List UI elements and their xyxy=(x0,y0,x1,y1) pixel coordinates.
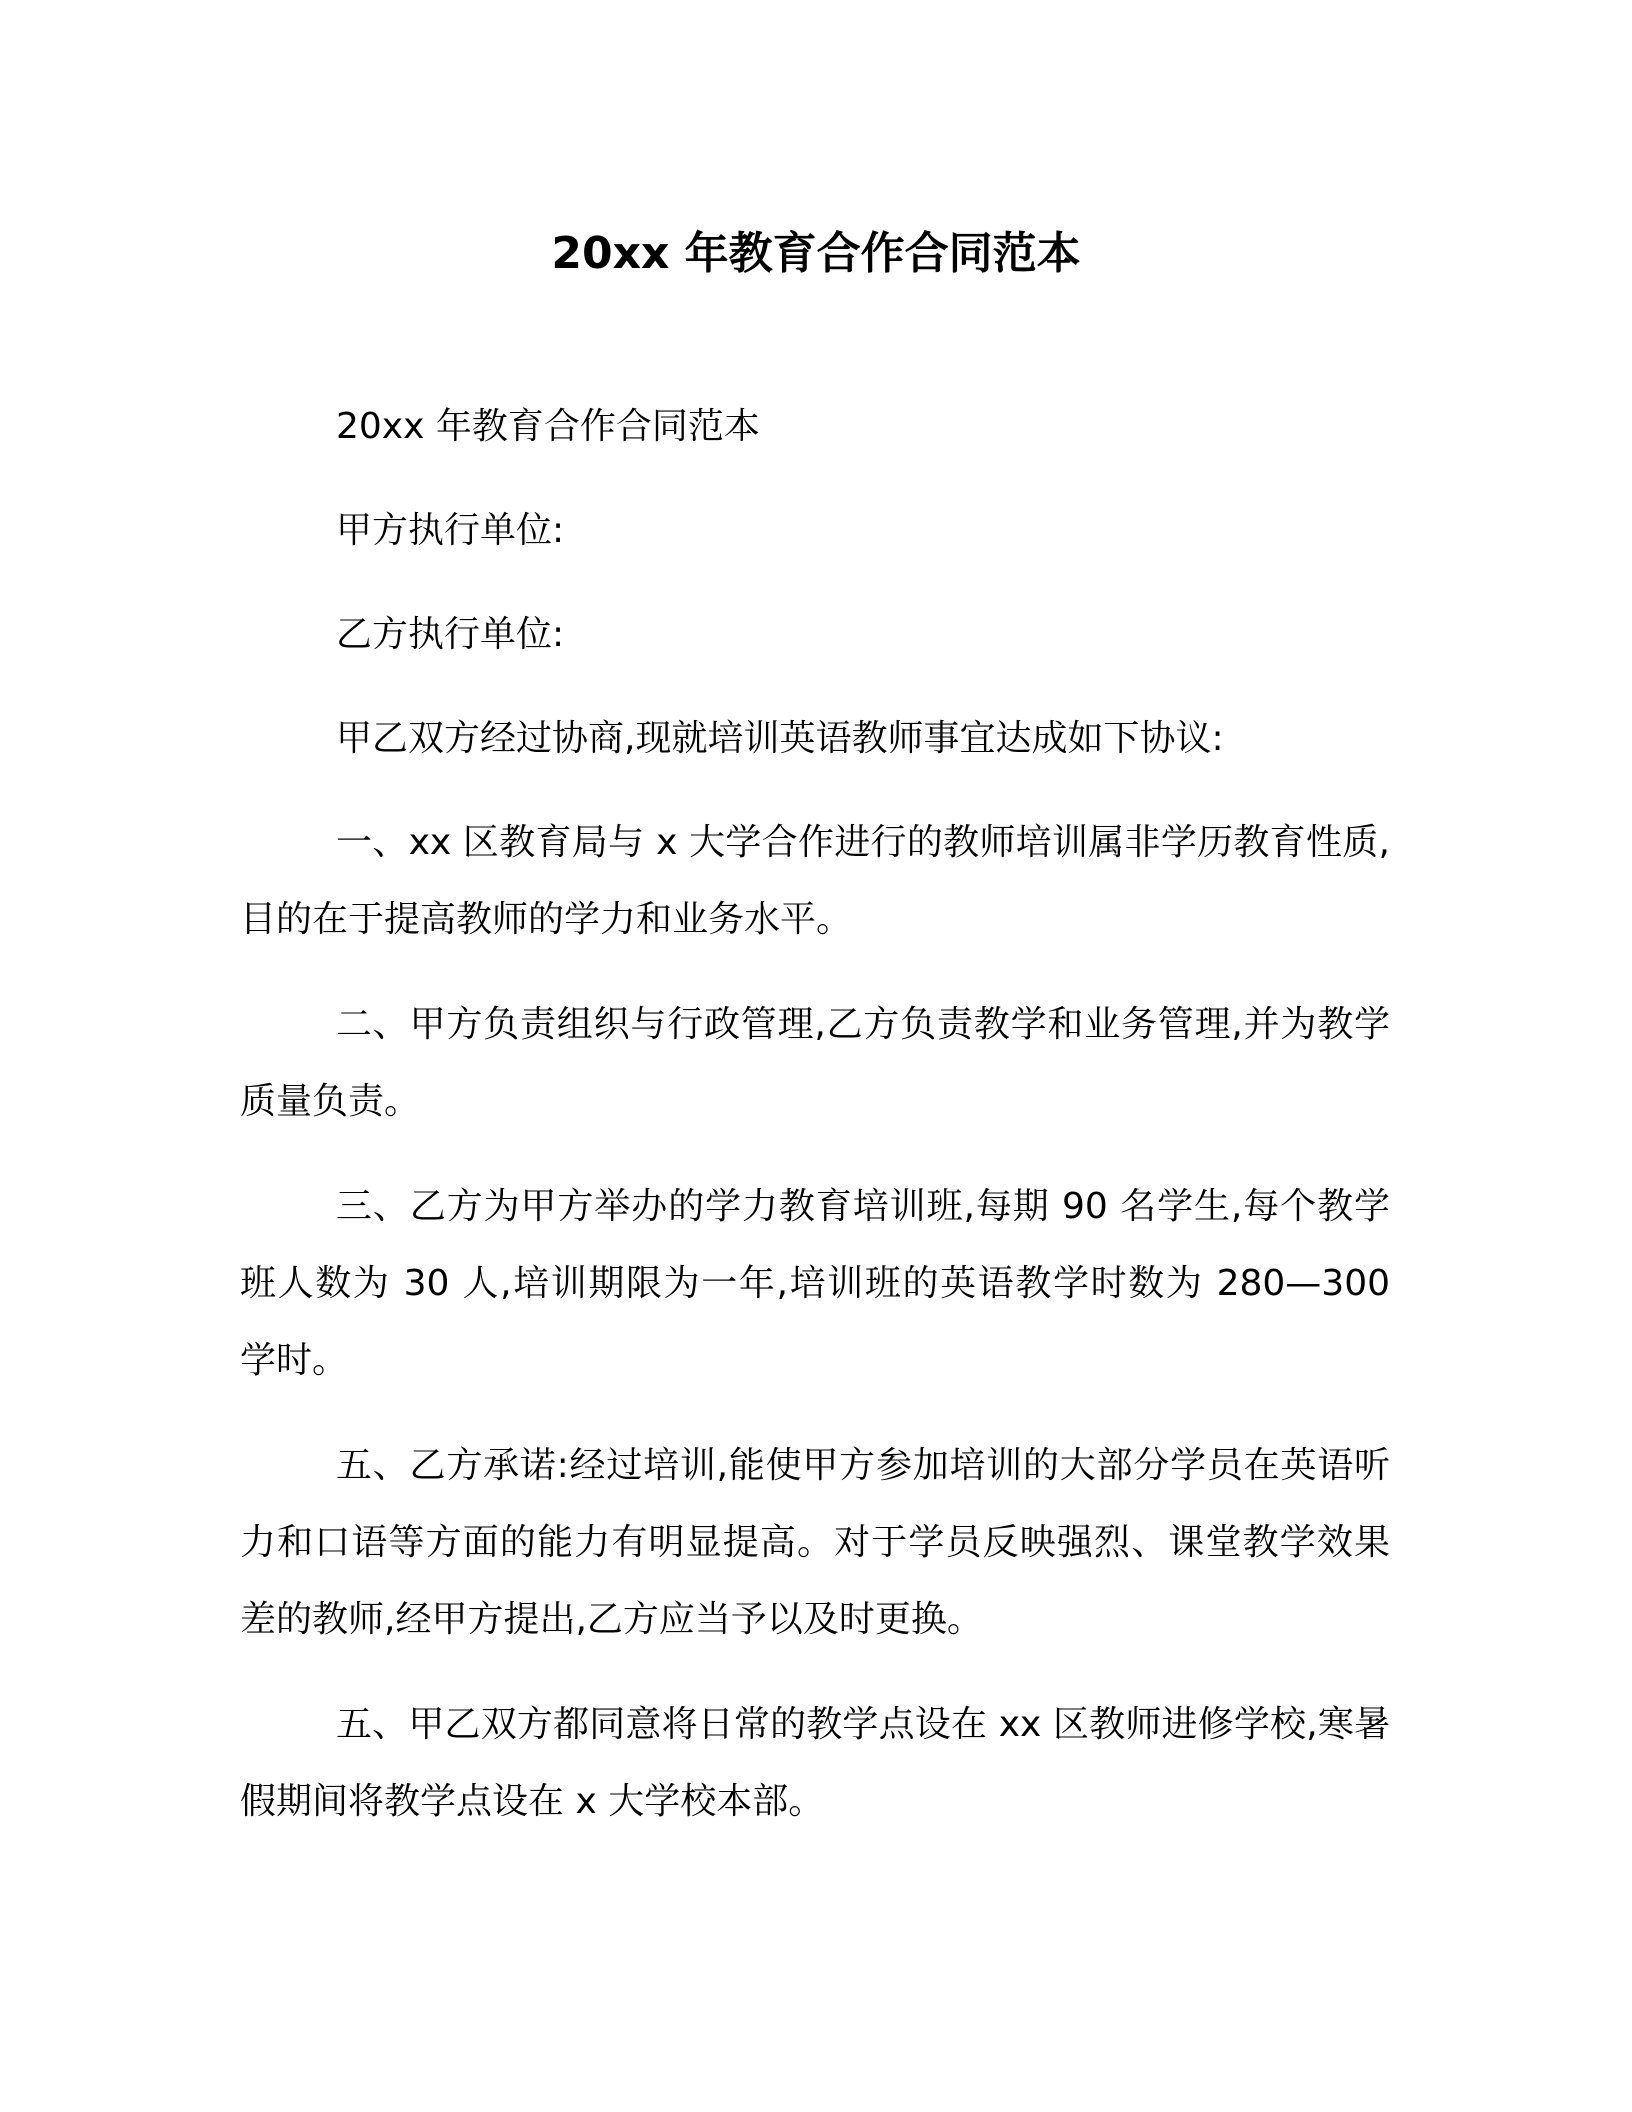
paragraph-clause-1: 一、xx 区教育局与 x 大学合作进行的教师培训属非学历教育性质,目的在于提高教师的学力和业务水平。 xyxy=(240,822,1390,940)
paragraph-preamble: 甲乙双方经过协商,现就培训英语教师事宜达成如下协议: xyxy=(336,718,1224,759)
paragraph-clause-5a: 五、乙方承诺:经过培训,能使甲方参加培训的大部分学员在英语听力和口语等方面的能力有明显提高。对于学员反映强烈、课堂教学效果差的教师,经甲方提出,乙方应当予以及时更换。 xyxy=(240,1445,1390,1640)
paragraph-subtitle: 20xx 年教育合作合同范本 xyxy=(336,406,760,447)
paragraph-party-a: 甲方执行单位: xyxy=(336,510,565,551)
paragraph-clause-3: 三、乙方为甲方举办的学力教育培训班,每期 90 名学生,每个教学班人数为 30 人,培训期限为一年,培训班的英语教学时数为 280—300 学时。 xyxy=(240,1186,1390,1381)
paragraph-clause-2: 二、甲方负责组织与行政管理,乙方负责教学和业务管理,并为教学质量负责。 xyxy=(240,1004,1390,1122)
paragraph-clause-5b: 五、甲乙双方都同意将日常的教学点设在 xx 区教师进修学校,寒暑假期间将教学点设在 x 大学校本部。 xyxy=(240,1704,1390,1822)
paragraph-party-b: 乙方执行单位: xyxy=(336,614,565,655)
document-title: 20xx 年教育合作合同范本 xyxy=(551,228,1081,279)
document-body xyxy=(240,388,1390,1868)
